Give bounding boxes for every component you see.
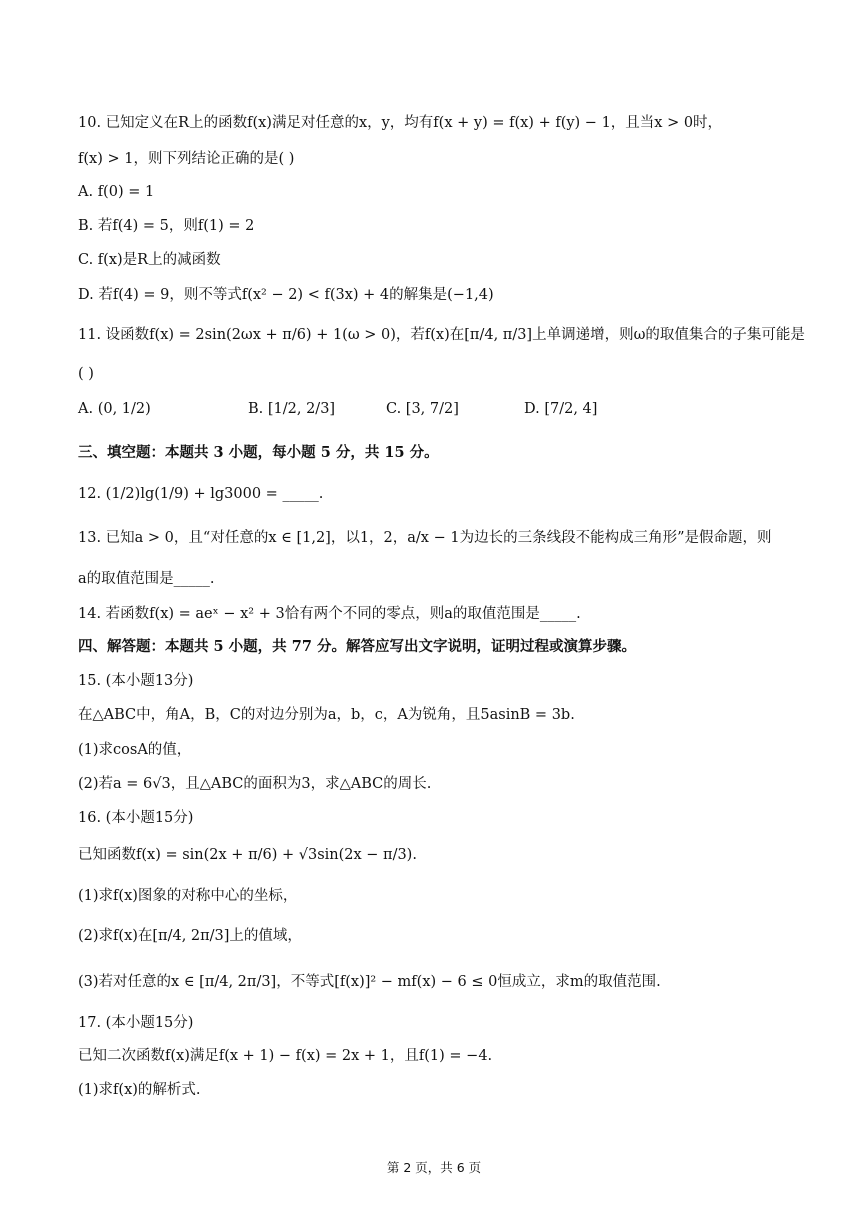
q17-stem: 已知二次函数f(x)满足f(x + 1) − f(x) = 2x + 1，且f(1) = −4. — [78, 1048, 493, 1064]
q11-option-c: C. [3, 7/2] — [386, 401, 459, 417]
q13-line2: a的取值范围是_____. — [78, 571, 215, 587]
q10-option-a: A. f(0) = 1 — [78, 184, 155, 200]
q17-part1: (1)求f(x)的解析式. — [78, 1082, 201, 1098]
q16-part1: (1)求f(x)图象的对称中心的坐标， — [78, 888, 298, 904]
q15-part1: (1)求cosA的值， — [78, 742, 192, 758]
q11-option-b: B. [1/2, 2/3] — [248, 401, 336, 417]
q16-heading: 16. (本小题15分) — [78, 810, 194, 826]
q13-line1: 13. 已知a > 0，且“对任意的x ∈ [1,2]，以1，2，a/x − 1为边长的三条线段不能构成三角形”是假命题，则 — [78, 530, 772, 546]
q15-part2: (2)若a = 6√3，且△ABC的面积为3，求△ABC的周长. — [78, 776, 432, 792]
q11-option-d: D. [7/2, 4] — [524, 401, 598, 417]
q11-option-a: A. (0, 1/2) — [78, 401, 151, 417]
q15-heading: 15. (本小题13分) — [78, 673, 194, 689]
q10-option-c: C. f(x)是R上的减函数 — [78, 252, 221, 268]
q11-options — [78, 401, 838, 425]
q16-part2: (2)求f(x)在[π/4, 2π/3]上的值域， — [78, 928, 302, 944]
q15-stem: 在△ABC中，角A，B，C的对边分别为a，b，c，A为锐角，且5asinB = 3b. — [78, 707, 575, 723]
q11-line2: ( ) — [78, 366, 94, 382]
q14-text: 14. 若函数f(x) = aeˣ − x² + 3恰有两个不同的零点，则a的取值范围是_____. — [78, 606, 581, 622]
q17-heading: 17. (本小题15分) — [78, 1015, 194, 1031]
page-footer: 第 2 页，共 6 页 — [386, 1160, 482, 1175]
q16-part3: (3)若对任意的x ∈ [π/4, 2π/3]，不等式[f(x)]² − mf(x) − 6 ≤ 0恒成立，求m的取值范围. — [78, 974, 661, 990]
q10-line2: f(x) > 1，则下列结论正确的是( ) — [78, 151, 295, 167]
q11-line1: 11. 设函数f(x) = 2sin(2ωx + π/6) + 1(ω > 0)，若f(x)在[π/4, π/3]上单调递增，则ω的取值集合的子集可能是 — [78, 327, 805, 343]
q12-text: 12. (1/2)lg(1/9) + lg3000 = _____. — [78, 486, 324, 502]
q16-stem: 已知函数f(x) = sin(2x + π/6) + √3sin(2x − π/3). — [78, 847, 417, 863]
section-4-heading: 四、解答题：本题共 5 小题，共 77 分。解答应写出文字说明，证明过程或演算步骤。 — [78, 638, 636, 655]
q10-line1: 10. 已知定义在R上的函数f(x)满足对任意的x，y，均有f(x + y) = f(x) + f(y) − 1，且当x > 0时， — [78, 115, 723, 131]
section-3-heading: 三、填空题：本题共 3 小题，每小题 5 分，共 15 分。 — [78, 444, 439, 461]
q10-option-d: D. 若f(4) = 9，则不等式f(x² − 2) < f(3x) + 4的解集是(−1,4) — [78, 287, 494, 303]
q10-option-b: B. 若f(4) = 5，则f(1) = 2 — [78, 218, 255, 234]
